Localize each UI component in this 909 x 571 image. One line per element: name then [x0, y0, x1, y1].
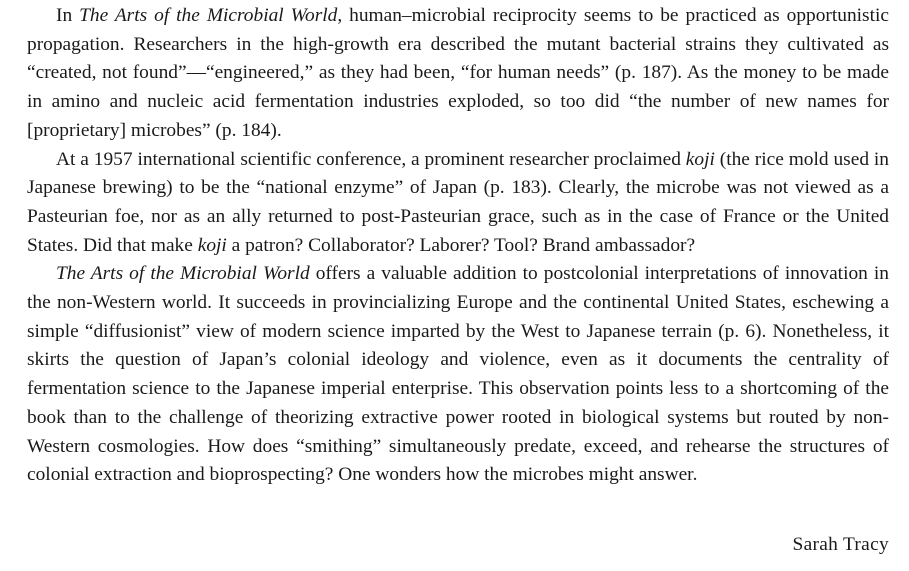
koji-term-italic: koji — [197, 234, 227, 256]
paragraph-1-text-2: , human–microbial reciprocity seems to be practiced as opportunistic propagation. Researchers in the high-growth era described the mutant bacterial strains they cultivated as “created, not found”—“engineered,” as they had been, “for human needs” (p. 187). As the money to be made in amino and nucleic acid fermentation industries exploded, so too did “the number of new names for [proprietary] microbes” (p. 184). — [27, 5, 889, 141]
koji-term-italic: koji — [685, 148, 715, 170]
paragraph-2-text-4: a patron? Collaborator? Laborer? Tool? Brand ambassador? — [226, 234, 696, 256]
author-signature: Sarah Tracy — [792, 534, 889, 555]
book-title-italic: The Arts of the Microbial World — [79, 5, 338, 26]
paragraph-1 — [27, 2, 889, 146]
paragraph-2-text-2: (the rice mold used in Japanese brewing) to be the “national enzyme” of Japan (p. 183). Clearly, the microbe was not viewed as a Pasteurian foe, nor as an ally returned to post-Pasteurian grace, such as in the case of France or the United States. Did that make — [27, 148, 889, 256]
book-title-italic: The Arts of the Microbial World — [56, 263, 310, 285]
paragraph-1-text-0: In — [56, 5, 80, 26]
paragraph-2-text-0: At a 1957 international scientific conference, a prominent researcher proclaimed — [56, 148, 686, 170]
paragraph-3-text-1: offers a valuable addition to postcolonial interpretations of innovation in the non-Western world. It succeeds in provincializing Europe and the continental United States, eschewing a simple “diffusionist” view of modern science imparted by the West to Japanese terrain (p. 6). Nonetheless, it skirts the question of Japan’s colonial ideology and violence, even as it documents the centrality of fermentation science to the Japanese imperial enterprise. This observation points less to a shortcoming of the book than to the challenge of theorizing extractive power rooted in biological systems but routed by non-Western cosmologies. How does “smithing” simultaneously predate, exceed, and rehearse the structures of colonial extraction and bioprospecting? One wonders how the microbes might answer. — [27, 263, 889, 486]
paragraph-3 — [27, 260, 889, 490]
review-body — [27, 2, 889, 490]
paragraph-2 — [27, 146, 889, 261]
